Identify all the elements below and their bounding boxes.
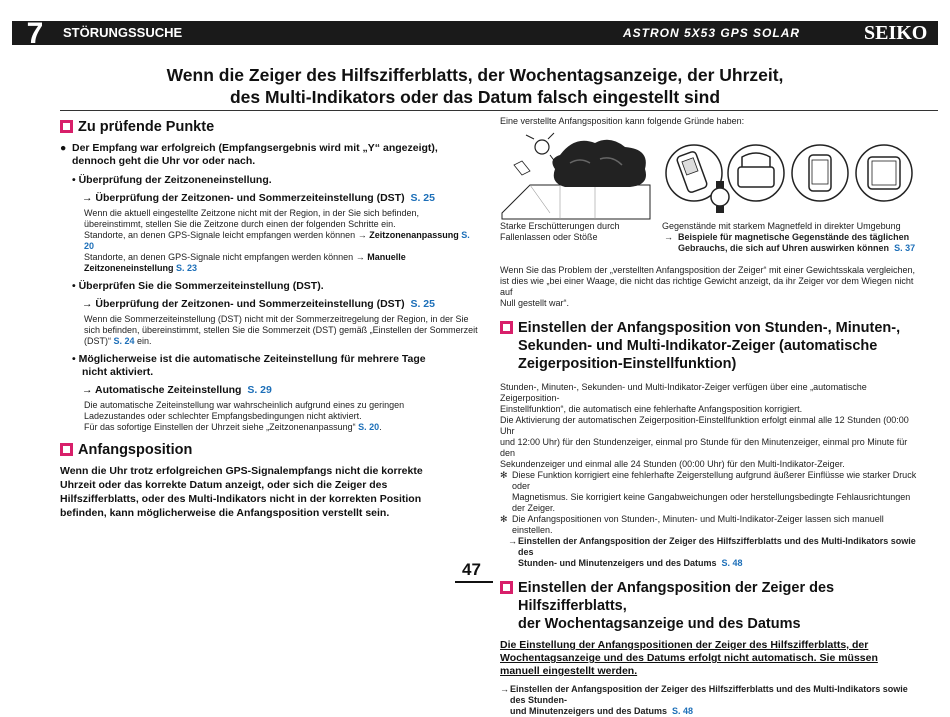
heading-divider bbox=[60, 110, 938, 111]
manual-setting-note: Die Einstellung der Anfangspositionen der Zeiger des Hilfszifferblatts, der Wochentagsanzeige und des Datums erfolgt nicht automatisch. Sie müssen manuell eingestellt werden. bbox=[500, 639, 878, 677]
bullet-item bbox=[60, 142, 480, 168]
scale-comparison-text: Wenn Sie das Problem der „verstellten Anfangsposition der Zeiger“ mit einer Gewichtsskala vergleichen, ist dies wie „bei einer Waage, die nicht das richtige Gewicht anzeigt, da ihr Zeiger vor dem Wiegen nicht auf Null gestellt war“. bbox=[500, 265, 916, 308]
chapter-number: 7 bbox=[26, 17, 44, 50]
brand-logo: SEIKO bbox=[864, 22, 928, 44]
subitem-timezone bbox=[72, 174, 480, 274]
section-marker-icon bbox=[60, 120, 73, 133]
section-title: Anfangsposition bbox=[78, 442, 193, 458]
asterisk-icon: ✻ bbox=[500, 514, 508, 524]
fig1-caption: Starke Erschütterungen durch Fallenlassen oder Stöße bbox=[500, 221, 620, 242]
main-heading-line2: des Multi-Indikators oder das Datum falsch eingestellt sind bbox=[229, 87, 721, 107]
bullet-text: Der Empfang war erfolgreich (Empfangsergebnis wird mit „Y“ angezeigt), bbox=[72, 142, 438, 154]
subitem-title: • Überprüfung der Zeitzoneneinstellung. bbox=[72, 174, 272, 186]
reference-label: Überprüfung der Zeitzonen- und Sommerzeiteinstellung (DST) bbox=[95, 298, 405, 310]
magnetic-items-illustration bbox=[662, 143, 932, 213]
page-ref[interactable]: S. 25 bbox=[410, 192, 435, 204]
section-marker-icon bbox=[500, 321, 513, 334]
subitem-body: Die automatische Zeiteinstellung war wahrscheinlich aufgrund eines zu geringen Ladezustandes oder schlechter Empfangsbedingungen nicht aktiviert. Für das sofortige Einstellen der Uhrzeit siehe „Zeitzonenanpassung“ S. 20. bbox=[84, 400, 405, 432]
page-ref[interactable]: S. 37 bbox=[894, 243, 916, 253]
intro-text: Eine verstellte Anfangsposition kann folgende Gründe haben: bbox=[500, 116, 745, 126]
subitem-auto-time bbox=[72, 353, 480, 433]
subitem-dst bbox=[72, 280, 480, 347]
reference-link[interactable]: → Einstellen der Anfangsposition der Zeiger des Hilfszifferblatts und des Multi-Indikators sowie des Stunden- und Minutenzeigers und des Datums S. 48 bbox=[508, 536, 916, 568]
reference-label: Überprüfung der Zeitzonen- und Sommerzeiteinstellung (DST) bbox=[95, 192, 405, 204]
section-title: Einstellen der Anfangsposition von Stunden-, Minuten-, Sekunden- und Multi-Indikator-Zeiger (automatische Zeigerposition-Einstellfunktion) bbox=[518, 320, 901, 372]
main-heading bbox=[60, 64, 890, 108]
reference-link[interactable]: → Automatische Zeiteinstellung S. 29 bbox=[82, 384, 272, 396]
chapter-title: STÖRUNGSSUCHE bbox=[63, 25, 183, 40]
section-subdial-position bbox=[500, 579, 920, 633]
figure-row bbox=[500, 127, 920, 253]
reference-link[interactable]: → Überprüfung der Zeitzonen- und Sommerzeiteinstellung (DST) S. 25 bbox=[82, 192, 435, 204]
page-ref[interactable]: S. 20 bbox=[84, 230, 470, 251]
page-ref[interactable]: S. 23 bbox=[176, 263, 198, 273]
page-ref[interactable]: S. 25 bbox=[410, 298, 435, 310]
link-manuelle-zeitzone[interactable]: Manuelle Zeitzoneneinstellung bbox=[84, 252, 406, 273]
page-ref[interactable]: S. 48 bbox=[672, 706, 694, 716]
section-marker-icon bbox=[60, 443, 73, 456]
page-ref[interactable]: S. 20 bbox=[358, 422, 380, 432]
section-auto-hand-position bbox=[500, 319, 920, 373]
bullet-dot-icon: ● bbox=[60, 142, 67, 154]
page-ref[interactable]: S. 29 bbox=[247, 384, 272, 396]
auto-hand-body: Stunden-, Minuten-, Sekunden- und Multi-Indikator-Zeiger verfügen über eine „automatische Zeigerposition- Einstellfunktion“, die automatisch eine fehlerhafte Anfangsposition korrigiert. Die Aktivierung der automatischen Zeigerposition-Einstellfunktion erfolgt einmal alle 12 Stunden (00:00 Uhr und 12:00 Uhr) für den Stundenzeiger, einmal pro Stunde für den Minutenzeiger, einmal pro Minute für den Sekundenzeiger und einmal alle 24 Stunden (00:00 Uhr) für den Multi-Indikator-Zeiger. ✻ Diese Funktion korrigiert eine fehlerhafte Zeigerstellung aufgrund äußerer Einflüsse wie starker Druck oder Magnetismus. Sie korrigiert keine Gangabweichungen oder herstellungsbedingte Fehlausrichtungen der Zeiger. ✻ Die Anfangspositionen von Stunden-, Minuten- und Multi-Indikator-Zeiger lassen sich manuell einstellen. → Einstellen der Anfangsposition der Zeiger des Hilfszifferblatts und des Multi-Indikators sowie des Stunden- und Minutenzeigers und des Datums S. 48 bbox=[500, 382, 920, 569]
section-title: Zu prüfende Punkte bbox=[78, 119, 215, 135]
section-anfangsposition bbox=[60, 441, 480, 459]
section-marker-icon bbox=[500, 581, 513, 594]
anfangsposition-text: Wenn die Uhr trotz erfolgreichen GPS-Signalempfangs nicht die korrekte Uhrzeit oder das korrekte Datum anzeigt, oder sich die Zeiger des Hilfszifferblatts, oder des Multi-Indikators nicht in der korrekten Position befinden, kann möglicherweise die Anfangsposition verstellt sein. bbox=[60, 465, 423, 519]
subitem-body: Wenn die Sommerzeiteinstellung (DST) nicht mit der Sommerzeitregelung der Region, in der Sie sich befinden, übereinstimmt, stellen Sie die Sommerzeit (DST) gemäß „Einstellen der Sommerzeit (DST)“ S. 24 ein. bbox=[84, 314, 478, 346]
main-heading-line1: Wenn die Zeiger des Hilfszifferblatts, der Wochentagsanzeige, der Uhrzeit, bbox=[166, 65, 784, 85]
section-zu-pruefende-punkte bbox=[60, 118, 480, 136]
page-number: 47 bbox=[462, 560, 481, 579]
model-name: ASTRON 5X53 GPS SOLAR bbox=[623, 26, 801, 40]
reference-link[interactable]: → Einstellen der Anfangsposition der Zeiger des Hilfszifferblatts und des Multi-Indikators sowie des Stunden- und Minutenzeigers und des Datums S. 48 bbox=[500, 684, 908, 716]
fig2-caption: Gegenstände mit starkem Magnetfeld in direkter Umgebung → Beispiele für magnetische Gegenstände des täglichen Gebrauchs, die sich auf Uhren auswirken können S. 37 bbox=[662, 221, 916, 253]
left-column bbox=[60, 118, 480, 520]
subitem-title: • Überprüfen Sie die Sommerzeiteinstellung (DST). bbox=[72, 280, 324, 292]
header-bar bbox=[12, 17, 938, 50]
reference-label: Automatische Zeiteinstellung bbox=[95, 384, 242, 396]
link-zeitzonenanpassung[interactable]: Zeitzonenanpassung bbox=[369, 230, 459, 240]
page-number-underline bbox=[455, 581, 493, 583]
subitem-title: • Möglicherweise ist die automatische Zeiteinstellung für mehrere Tage nicht aktiviert. bbox=[72, 353, 426, 378]
page-ref[interactable]: S. 48 bbox=[721, 558, 743, 568]
subitem-body: Wenn die aktuell eingestellte Zeitzone nicht mit der Region, in der Sie sich befinden, übereinstimmt, stellen Sie die Zeitzone durch einen der folgenden Schritte ein. Standorte, an denen GPS-Signale leicht empfangen werden können → Zeitzonenanpassung S. 20 Standorte, an denen GPS-Signale nicht empfangen werden können → Manuelle Zeitzoneneinstellung S. 23 bbox=[84, 208, 470, 273]
section-title: Einstellen der Anfangsposition der Zeiger des Hilfszifferblatts, der Wochentagsanzeige und des Datums bbox=[518, 580, 835, 632]
reference-link[interactable]: → Überprüfung der Zeitzonen- und Sommerzeiteinstellung (DST) S. 25 bbox=[82, 298, 435, 310]
page-ref[interactable]: S. 24 bbox=[113, 336, 135, 346]
magnetic-items-svg bbox=[662, 143, 932, 213]
bullet-text: dennoch geht die Uhr vor oder nach. bbox=[72, 155, 256, 167]
right-column bbox=[500, 116, 920, 717]
asterisk-icon: ✻ bbox=[500, 470, 508, 480]
shock-illustration bbox=[500, 135, 650, 219]
